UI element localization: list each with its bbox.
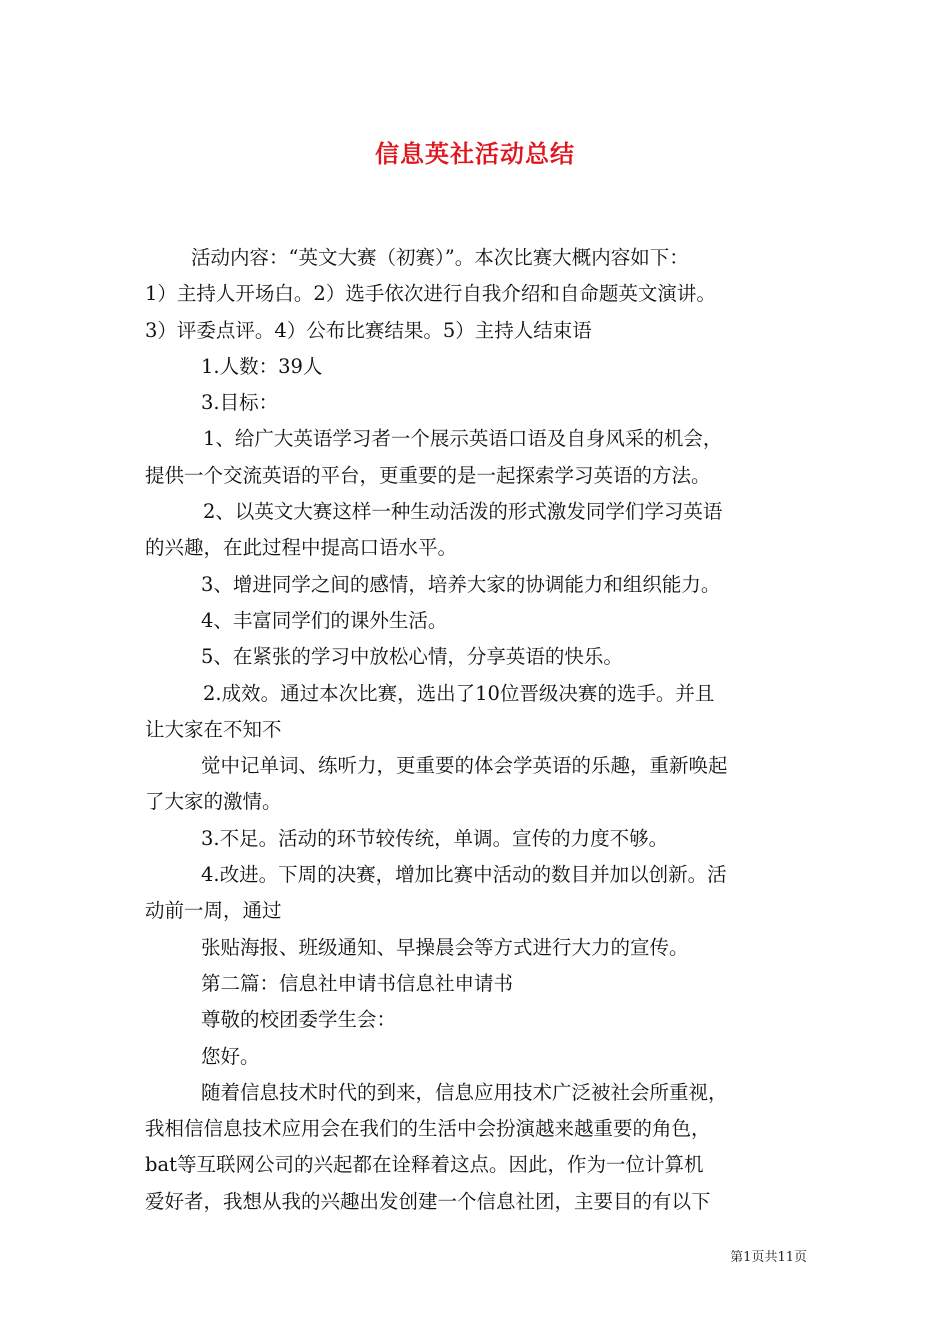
body-line: 2.成效。通过本次比赛，选出了10位晋级决赛的选手。并且 (203, 681, 715, 705)
page-number: 第1页共11页 (730, 1250, 807, 1265)
body-line: 第二篇：信息社申请书信息社申请书 (201, 971, 514, 995)
document-title: 信息英社活动总结 (375, 140, 575, 168)
body-line: 提供一个交流英语的平台，更重要的是一起探索学习英语的方法。 (145, 463, 711, 487)
body-line: 4、丰富同学们的课外生活。 (201, 608, 448, 632)
body-line: 让大家在不知不 (145, 717, 282, 741)
body-line: 5、在紧张的学习中放松心情，分享英语的快乐。 (201, 645, 623, 669)
body-line: 3）评委点评。4）公布比赛结果。5）主持人结束语 (145, 318, 592, 342)
body-line: 爱好者，我想从我的兴趣出发创建一个信息社团，主要目的有以下 (145, 1189, 711, 1213)
body-line: 了大家的激情。 (145, 790, 282, 814)
body-line: 觉中记单词、练听力，更重要的体会学英语的乐趣，重新唤起 (201, 754, 728, 778)
body-line: 您好。 (201, 1044, 260, 1068)
body-line: bat等互联网公司的兴起都在诠释着这点。因此，作为一位计算机 (145, 1153, 704, 1177)
body-line: 2、以英文大赛这样一种生动活泼的形式激发同学们学习英语 (203, 500, 723, 524)
body-line: 的兴趣，在此过程中提高口语水平。 (145, 536, 458, 560)
body-line: 尊敬的校团委学生会： (201, 1008, 397, 1032)
body-line: 1.人数：39人 (201, 354, 323, 378)
body-line: 随着信息技术时代的到来，信息应用技术广泛被社会所重视， (201, 1080, 728, 1104)
body-line: 1、给广大英语学习者一个展示英语口语及自身风采的机会， (203, 427, 723, 451)
body-line: 3、增进同学之间的感情，培养大家的协调能力和组织能力。 (201, 572, 721, 596)
body-line: 我相信信息技术应用会在我们的生活中会扮演越来越重要的角色， (145, 1117, 711, 1141)
body-line: 3.目标： (201, 391, 279, 415)
body-line: 动前一周，通过 (145, 899, 282, 923)
body-line: 4.改进。下周的决赛，增加比赛中活动的数目并加以创新。活 (201, 863, 727, 887)
document-body (145, 240, 810, 1220)
body-line: 1）主持人开场白。2）选手依次进行自我介绍和自命题英文演讲。 (145, 282, 716, 306)
body-line: 活动内容：“英文大赛（初赛）”。本次比赛大概内容如下： (191, 246, 689, 269)
body-line: 张贴海报、班级通知、早操晨会等方式进行大力的宣传。 (201, 935, 689, 959)
body-line: 3.不足。活动的环节较传统，单调。宣传的力度不够。 (201, 826, 669, 850)
